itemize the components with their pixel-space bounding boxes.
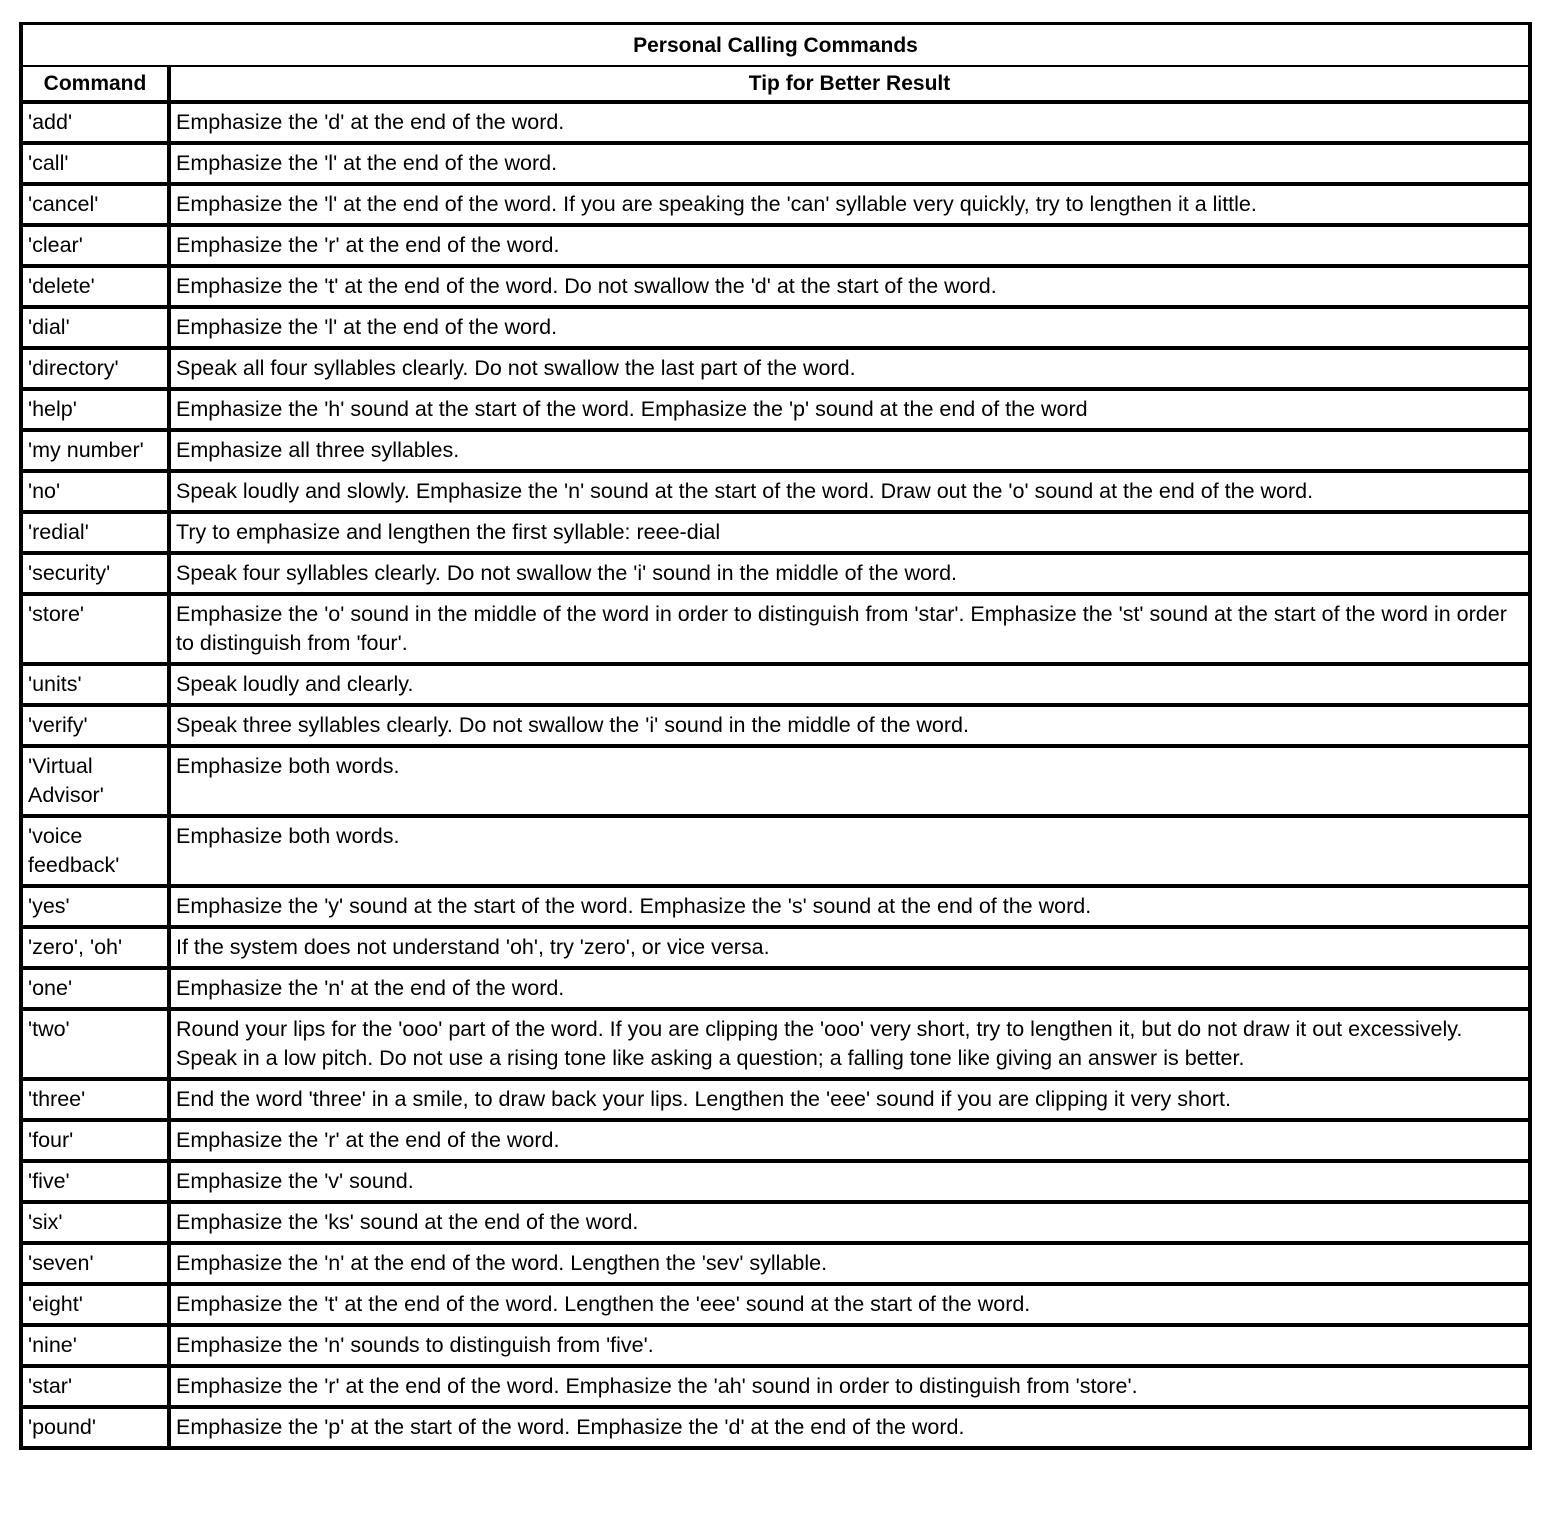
table-row (21, 553, 1530, 594)
column-header-command: Command (21, 66, 169, 102)
command-cell: 'my number' (21, 430, 169, 471)
tip-cell: Emphasize the 'l' at the end of the word. If you are speaking the 'can' syllable very quickly, try to lengthen it a little. (169, 184, 1530, 225)
table-row (21, 266, 1530, 307)
table-row (21, 1120, 1530, 1161)
tip-cell: Emphasize both words. (169, 746, 1530, 816)
command-cell: 'clear' (21, 225, 169, 266)
tip-cell: Emphasize the 'o' sound in the middle of the word in order to distinguish from 'star'. Emphasize the 'st' sound at the start of the word in order to distinguish from 'four'. (169, 594, 1530, 664)
table-row (21, 348, 1530, 389)
command-cell: 'yes' (21, 886, 169, 927)
command-cell: 'two' (21, 1009, 169, 1079)
command-cell: 'security' (21, 553, 169, 594)
table-row (21, 886, 1530, 927)
tip-cell: Emphasize both words. (169, 816, 1530, 886)
command-cell: 'five' (21, 1161, 169, 1202)
table-row (21, 1407, 1530, 1448)
tip-cell: Speak loudly and slowly. Emphasize the 'n' sound at the start of the word. Draw out the 'o' sound at the end of the word. (169, 471, 1530, 512)
table-row (21, 307, 1530, 348)
command-cell: 'help' (21, 389, 169, 430)
tip-cell: Speak four syllables clearly. Do not swallow the 'i' sound in the middle of the word. (169, 553, 1530, 594)
table-row (21, 664, 1530, 705)
command-cell: 'seven' (21, 1243, 169, 1284)
table-row (21, 102, 1530, 143)
command-cell: 'delete' (21, 266, 169, 307)
table-row (21, 471, 1530, 512)
command-cell: 'units' (21, 664, 169, 705)
command-cell: 'six' (21, 1202, 169, 1243)
table-row (21, 1284, 1530, 1325)
command-cell: 'cancel' (21, 184, 169, 225)
command-cell: 'one' (21, 968, 169, 1009)
table-row (21, 1243, 1530, 1284)
table-header-row (21, 66, 1530, 102)
table-row (21, 927, 1530, 968)
command-cell: 'directory' (21, 348, 169, 389)
tip-cell: Emphasize the 'd' at the end of the word. (169, 102, 1530, 143)
table-row (21, 430, 1530, 471)
tip-cell: If the system does not understand 'oh', try 'zero', or vice versa. (169, 927, 1530, 968)
command-cell: 'zero', 'oh' (21, 927, 169, 968)
command-cell: 'four' (21, 1120, 169, 1161)
tip-cell: Emphasize all three syllables. (169, 430, 1530, 471)
tip-cell: Emphasize the 't' at the end of the word. Do not swallow the 'd' at the start of the word. (169, 266, 1530, 307)
tip-cell: Emphasize the 'h' sound at the start of the word. Emphasize the 'p' sound at the end of the word (169, 389, 1530, 430)
tip-cell: End the word 'three' in a smile, to draw back your lips. Lengthen the 'eee' sound if you are clipping it very short. (169, 1079, 1530, 1120)
tip-cell: Speak three syllables clearly. Do not swallow the 'i' sound in the middle of the word. (169, 705, 1530, 746)
table-row (21, 1366, 1530, 1407)
command-cell: 'call' (21, 143, 169, 184)
tip-cell: Speak all four syllables clearly. Do not swallow the last part of the word. (169, 348, 1530, 389)
table-title: Personal Calling Commands (21, 24, 1530, 67)
command-cell: 'star' (21, 1366, 169, 1407)
table-row (21, 389, 1530, 430)
table-row (21, 594, 1530, 664)
tip-cell: Emphasize the 'n' sounds to distinguish from 'five'. (169, 1325, 1530, 1366)
table-row (21, 143, 1530, 184)
tip-cell: Try to emphasize and lengthen the first syllable: reee-dial (169, 512, 1530, 553)
command-cell: 'voice feedback' (21, 816, 169, 886)
tip-cell: Emphasize the 'ks' sound at the end of the word. (169, 1202, 1530, 1243)
table-row (21, 1202, 1530, 1243)
tip-cell: Emphasize the 'r' at the end of the word. Emphasize the 'ah' sound in order to distinguish from 'store'. (169, 1366, 1530, 1407)
table-row (21, 705, 1530, 746)
tip-cell: Emphasize the 'p' at the start of the word. Emphasize the 'd' at the end of the word. (169, 1407, 1530, 1448)
table-row (21, 512, 1530, 553)
command-cell: 'store' (21, 594, 169, 664)
table-row (21, 1009, 1530, 1079)
tip-cell: Emphasize the 'n' at the end of the word. Lengthen the 'sev' syllable. (169, 1243, 1530, 1284)
tip-cell: Speak loudly and clearly. (169, 664, 1530, 705)
table-row (21, 1325, 1530, 1366)
tip-cell: Emphasize the 'r' at the end of the word. (169, 1120, 1530, 1161)
table-row (21, 225, 1530, 266)
calling-commands-table (19, 22, 1532, 1450)
command-cell: 'Virtual Advisor' (21, 746, 169, 816)
table-row (21, 816, 1530, 886)
tip-cell: Emphasize the 'v' sound. (169, 1161, 1530, 1202)
table-row (21, 968, 1530, 1009)
command-cell: 'add' (21, 102, 169, 143)
command-cell: 'nine' (21, 1325, 169, 1366)
command-cell: 'redial' (21, 512, 169, 553)
command-cell: 'verify' (21, 705, 169, 746)
tip-cell: Emphasize the 'l' at the end of the word. (169, 307, 1530, 348)
tip-cell: Emphasize the 'r' at the end of the word. (169, 225, 1530, 266)
tip-cell: Emphasize the 't' at the end of the word. Lengthen the 'eee' sound at the start of the word. (169, 1284, 1530, 1325)
command-cell: 'pound' (21, 1407, 169, 1448)
tip-cell: Emphasize the 'n' at the end of the word. (169, 968, 1530, 1009)
table-row (21, 184, 1530, 225)
tip-cell: Emphasize the 'l' at the end of the word. (169, 143, 1530, 184)
table-row (21, 1079, 1530, 1120)
table-body (21, 102, 1530, 1448)
column-header-tip: Tip for Better Result (169, 66, 1530, 102)
command-cell: 'dial' (21, 307, 169, 348)
command-cell: 'eight' (21, 1284, 169, 1325)
command-cell: 'no' (21, 471, 169, 512)
table-row (21, 1161, 1530, 1202)
command-cell: 'three' (21, 1079, 169, 1120)
tip-cell: Round your lips for the 'ooo' part of the word. If you are clipping the 'ooo' very short, try to lengthen it, but do not draw it out excessively. Speak in a low pitch. Do not use a rising tone like asking a question; a falling tone like giving an answer is better. (169, 1009, 1530, 1079)
tip-cell: Emphasize the 'y' sound at the start of the word. Emphasize the 's' sound at the end of the word. (169, 886, 1530, 927)
table-title-row (21, 24, 1530, 67)
table-row (21, 746, 1530, 816)
